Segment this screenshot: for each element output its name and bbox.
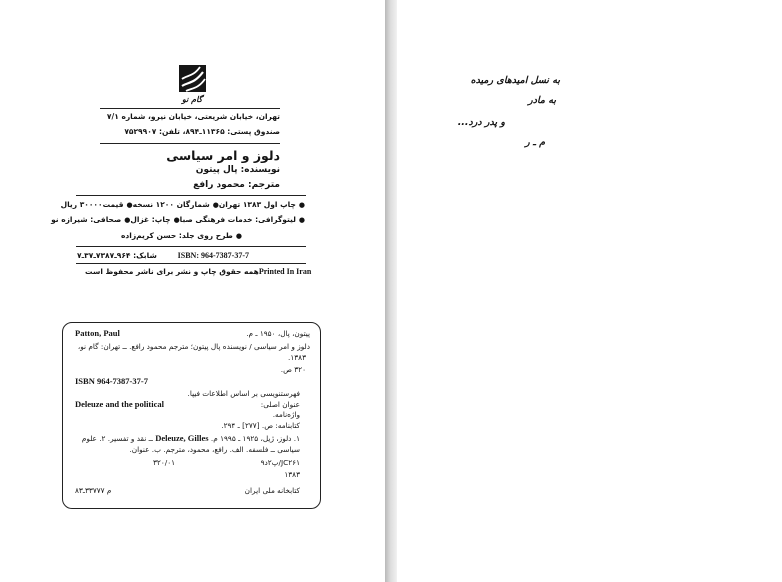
dedication-line: به نسل امیدهای رمیده [470,75,560,86]
catalog-subject-latin: Deleuze, Gilles [155,433,209,443]
catalog-original-title: Deleuze and the political [75,399,165,409]
translator-credit: مترجم: محمود رافع [193,180,280,190]
right-page [397,0,782,582]
edition-info: ● چاپ اول ۱۳۸۳ تهران [219,200,305,209]
catalog-dewey-number: ۳۲۰/۰۱ [153,458,176,467]
catalog-title-statement: دلوز و امر سیاسی / نویسنده پال پیتون؛ مترجم محمود رافع. ــ تهران: گام نو، [77,342,310,351]
catalog-pages: ۳۲۰ ص. [280,365,306,374]
catalog-heading-persian: پیتون، پال، ۱۹۵۰ ـ م. [246,329,310,338]
dedication-line: و پدر درد... [457,117,505,128]
catalog-record-number: ۸۳ـ۳۳۷۷۷ م [75,486,112,495]
isbn-persian: شابک: ۹۶۴ـ۷۳۸۷ـ۳۷ـ۷ [77,251,157,260]
divider [76,195,306,196]
rights-line [85,267,312,276]
printer: ● چاپ: غزال [130,215,179,224]
catalog-bibliography: کتابنامه: ص. [۲۷۷] ـ ۲۹۴. [221,421,300,430]
catalog-subject-criticism: ــ نقد و تفسیر. ۲. علوم [81,434,153,443]
book-title: دلوز و امر سیاسی [166,148,280,163]
dedication-line: به مادر [528,95,556,106]
print-run: ● شمارگان ۱۲۰۰ نسخه [133,200,219,209]
lithography: ● لیتوگرافی: خدمات فرهنگی صبا [180,215,305,224]
publisher-logo-icon [178,64,208,94]
catalog-subject-persian: ۱. دلوز، ژیل، ۱۹۲۵ ـ ۱۹۹۵ م. [210,434,300,443]
catalog-glossary: واژه‌نامه. [272,410,300,419]
imprint-row-production [51,215,305,224]
imprint-row-cover [120,231,242,240]
price: ● قیمت۳۰۰۰۰ ریال [61,200,133,209]
cataloging-card [62,322,321,509]
catalog-library: کتابخانه ملی ایران [244,486,300,495]
divider [100,108,280,109]
catalog-heading-latin: Patton, Paul [75,328,120,338]
catalog-lc-call-number: ۹د۲پ/JC۲۶۱ [260,458,300,467]
isbn-latin: ISBN: 964-7387-37-7 [177,251,249,260]
divider [76,263,306,264]
book-gutter [385,0,397,582]
author-credit: نویسنده: پال پیتون [195,165,280,175]
publisher-address: تهران، خیابان شریعتی، خیابان نیرو، شماره ۷/۱ [106,112,280,121]
publisher-logo-text: گام نو [182,95,203,104]
divider [76,246,306,247]
catalog-year: ۱۳۸۳. [287,353,306,362]
dedication-signature: م ـ ر [525,137,545,148]
catalog-isbn: ISBN 964-7387-37-7 [75,376,148,386]
left-page [0,0,385,582]
divider [100,143,280,144]
imprint-row-print [60,200,305,209]
isbn-line [77,251,249,260]
printed-in-iran: Printed In Iran [258,267,312,276]
catalog-subject-continued: سیاسی ــ فلسفه. الف. رافع، محمود، مترجم. ب. عنوان. [129,445,300,454]
cover-design: ● طرح روی جلد: حسن کریم‌زاده [121,231,242,240]
catalog-fipa-note: فهرستنویسی بر اساس اطلاعات فیپا. [187,389,300,398]
catalog-original-title-label: عنوان اصلی: [260,400,300,409]
binding: ● صحافی: شیرازه نو [51,215,130,224]
catalog-lc-year: ۱۳۸۳ [284,470,300,479]
publisher-contact: صندوق پستی: ۱۱۳۶۵ـ۸۹۴، تلفن: ۷۵۲۹۹۰۷ [124,127,280,136]
rights-persian: همه حقوق چاپ و نشر برای ناشر محفوظ است [85,267,259,276]
catalog-subject-line [82,433,300,443]
